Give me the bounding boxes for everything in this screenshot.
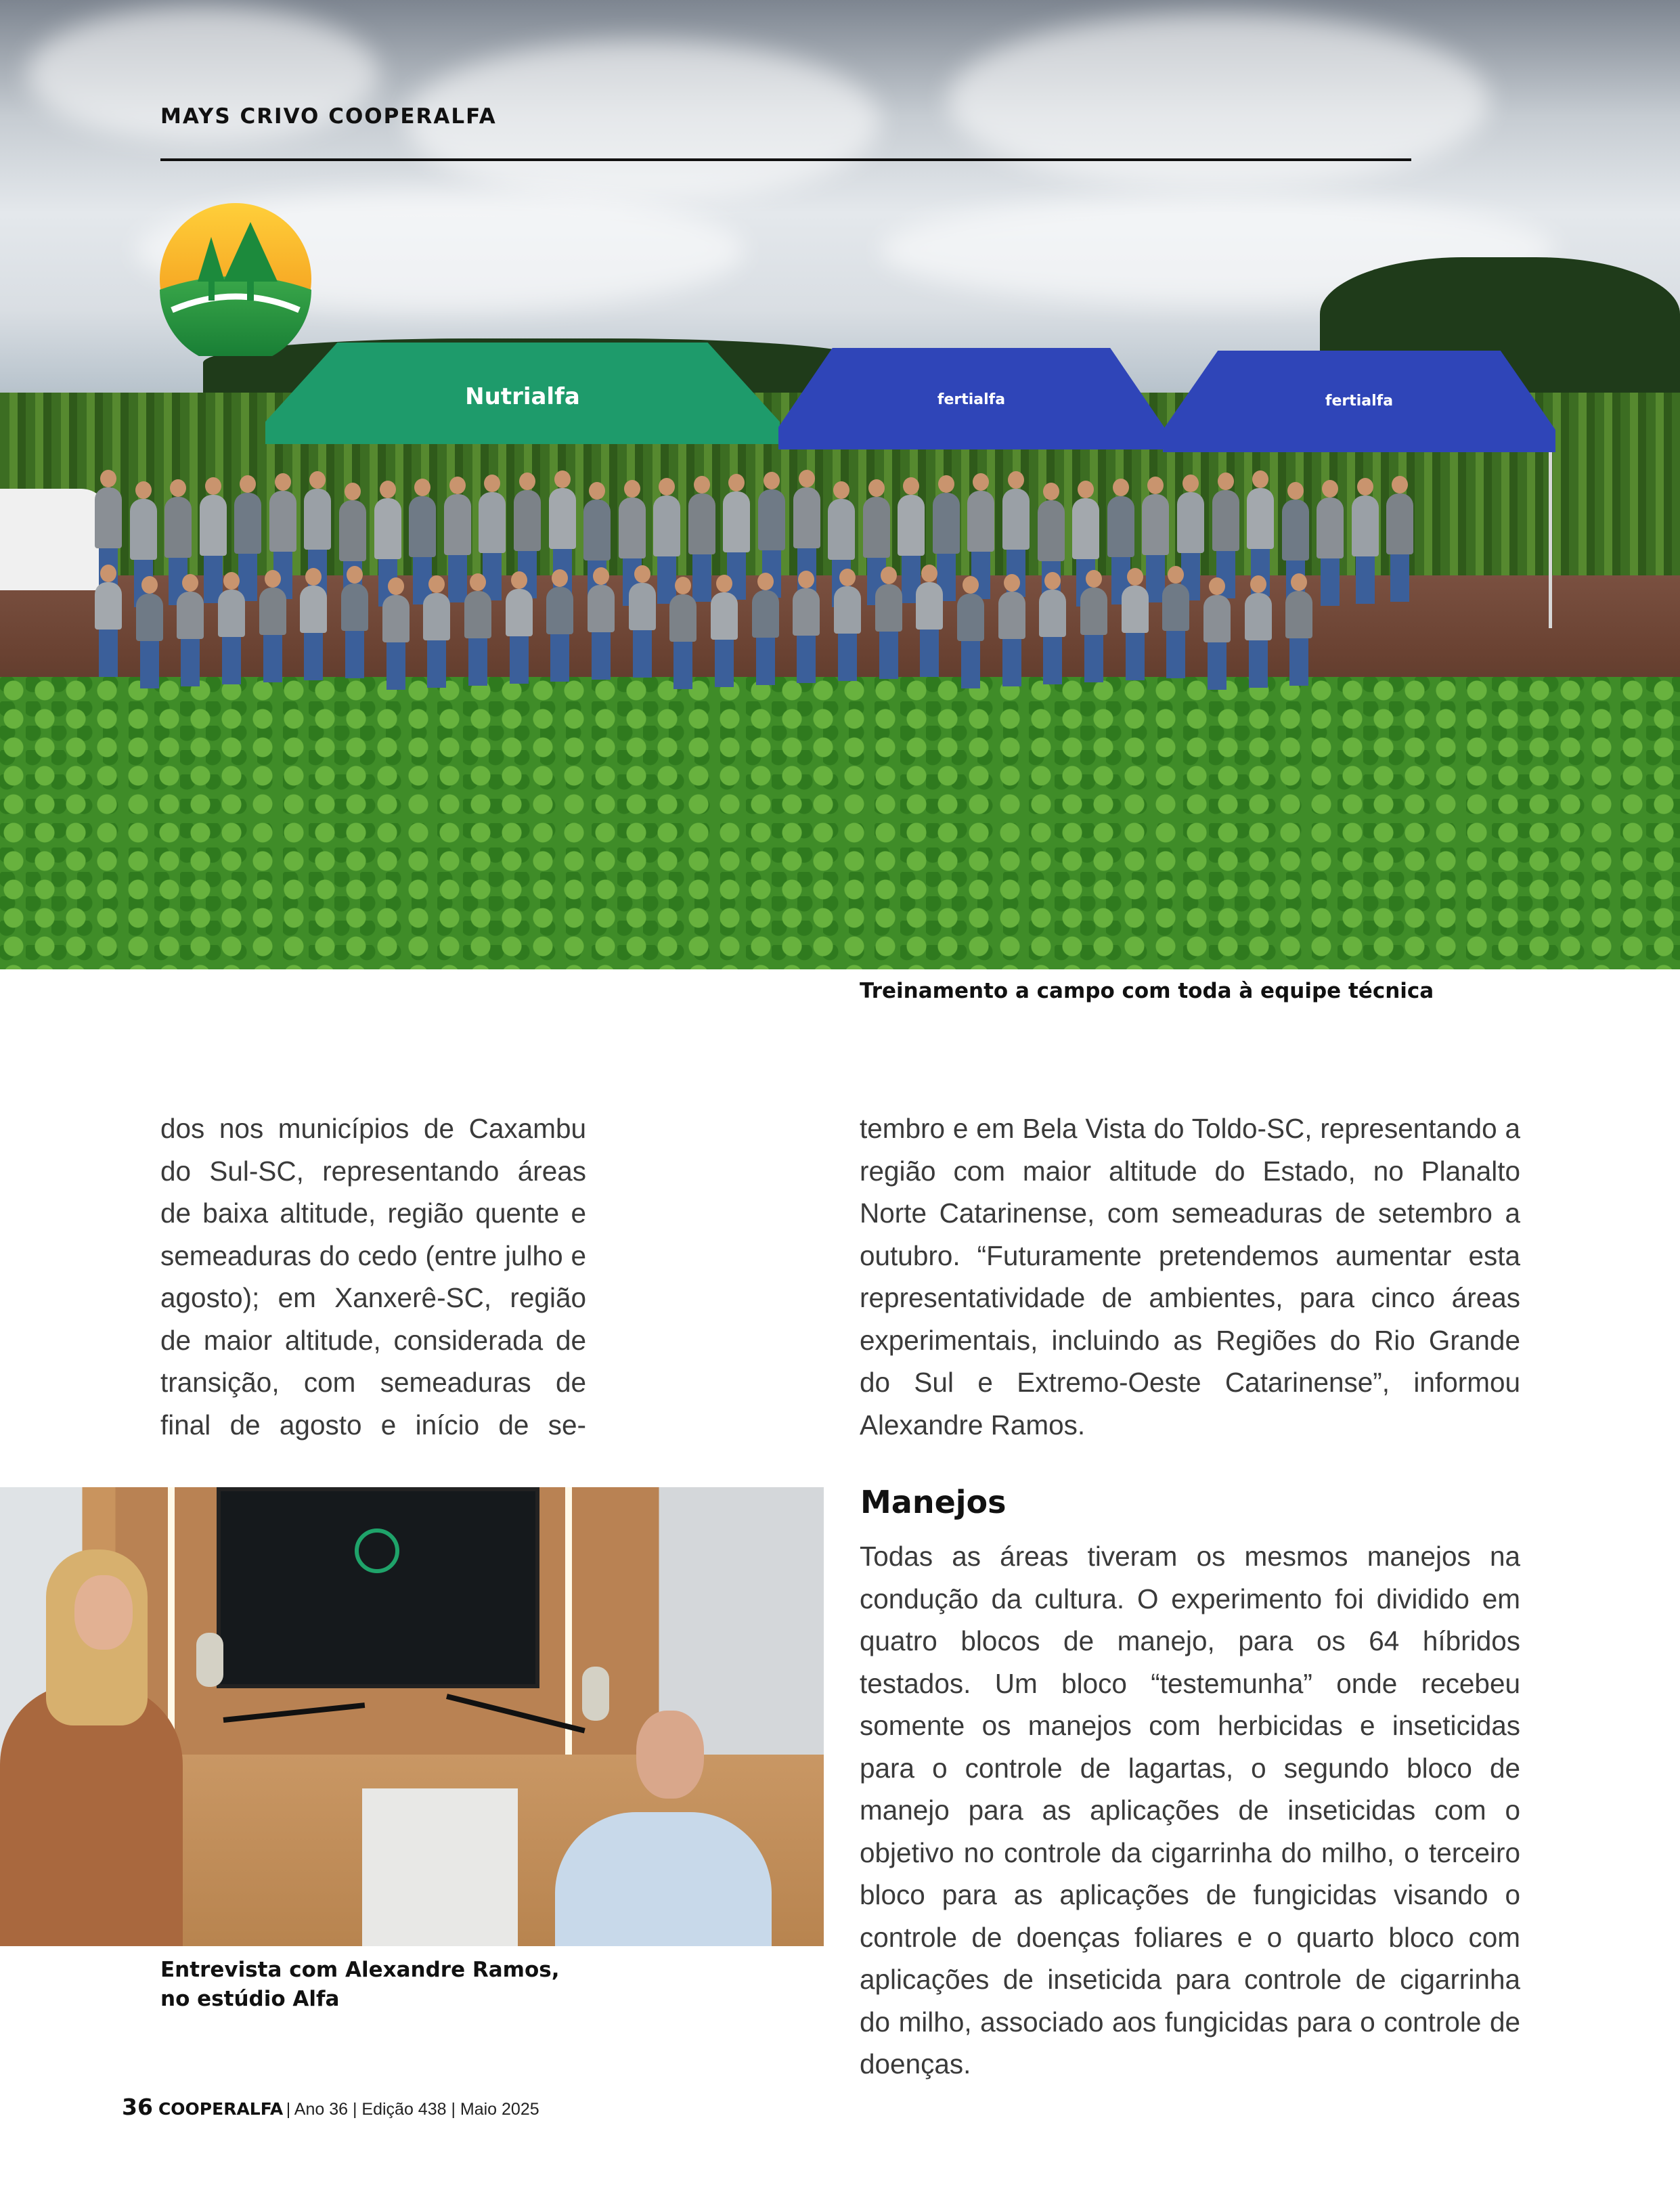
cooperalfa-logo-icon [158,202,313,356]
person [619,498,646,558]
person [793,588,820,636]
alexandre-ramos [555,1812,772,1946]
tent-nutrialfa [265,343,780,444]
hero-photo [0,0,1680,969]
person [1203,595,1231,642]
person [95,582,122,630]
person [130,499,157,560]
tent-label: Nutrialfa [465,383,580,410]
person [1317,498,1344,558]
person [723,491,750,552]
studio-caption-line1: Entrevista com Alexandre Ramos, [160,1958,560,1982]
person [464,591,491,638]
person [1122,586,1149,633]
person [269,491,296,552]
person [200,495,227,556]
person [1285,591,1312,638]
issue-info: | Ano 36 | Edição 438 | Maio 2025 [286,2100,539,2119]
person [136,594,163,641]
person [218,590,245,637]
person [916,582,943,630]
tv-screen [217,1487,539,1688]
person [688,493,715,554]
person [1352,496,1379,556]
person [506,589,533,636]
microphone-icon [582,1667,609,1721]
section-label: MAYS CRIVO COOPERALFA [160,104,497,129]
microphone-icon [196,1633,223,1687]
person [1386,493,1413,554]
person [549,488,576,549]
person [1245,593,1272,640]
person [259,588,286,635]
person [957,594,984,641]
person [1072,498,1099,559]
person [1212,490,1239,551]
studio-photo [0,1487,824,1946]
person [583,500,611,560]
person [629,583,656,630]
person [1247,488,1274,549]
page-number: 36 [122,2094,153,2120]
magazine-name: COOPERALFA [158,2099,284,2119]
person [1038,500,1065,561]
person [374,498,401,559]
person [444,494,471,555]
person [752,590,779,638]
person [382,595,410,642]
person [177,592,204,639]
studio-caption-line2: no estúdio Alfa [160,1987,340,2011]
person [514,490,541,551]
hero-photo-caption: Treinamento a campo com toda à equipe técnica [860,979,1434,1003]
person [304,489,331,550]
studio-photo-caption [160,1956,560,2014]
person [898,495,925,556]
person [653,496,680,556]
person [546,587,573,634]
person [998,592,1025,639]
person [339,500,366,561]
person [234,493,261,554]
person [95,487,122,548]
person [967,491,994,552]
person [669,594,697,642]
page-footer [122,2094,539,2120]
tent-fertialfa-2 [1163,351,1555,452]
person [300,586,327,633]
alfa-logo-icon [355,1528,399,1573]
person [933,493,960,554]
person [1107,496,1134,557]
person [479,492,506,553]
person [834,586,861,634]
person [828,499,855,560]
person [1282,500,1309,560]
person [1162,584,1189,631]
article-column-right-bottom: Todas as áreas tiveram os mesmos manejos na condução da cultura. O experimento foi dividido em quatro blocos de manejo, para os 64 híbridos testados. Um bloco “testemunha” onde recebeu somente os manejos com herbicidas e inseticidas para o controle de lagartas, o segundo bloco de manejo para as aplicações de inseticidas com o objetivo no controle da cigarrinha do milho, o terceiro bloco para as aplicações de fungicidas visando o controle de doenças foliares e o quarto bloco com aplicações de inseticida para controle de cigarrinha do milho, associado aos fungicidas para o controle de doenças. [860,1541,1520,2080]
article-column-right-top: tembro e em Bela Vista do Toldo-SC, representando a região com maior altitude do Estado, no Planalto Norte Catarinense, com semeaduras de setembro a outubro. “Futuramente pretendemos aumentar esta representatividade de ambientes, para cinco áreas experimentais, incluindo as Regiões do Rio Grande do Sul e Extremo-Oeste Catarinense”, informou Alexandre Ramos. [860,1113,1520,1440]
person [758,489,785,550]
people-group [81,447,1449,690]
person [341,584,368,631]
person [875,584,902,632]
section-heading: Manejos [860,1484,1007,1520]
person [711,592,738,640]
person [164,497,192,558]
header-rule [160,158,1411,161]
person [793,487,820,548]
person [423,593,450,640]
person [1142,494,1169,555]
person [1177,492,1204,553]
person [409,496,436,557]
person [863,497,890,558]
tent-label: fertialfa [1325,393,1394,410]
person [1039,590,1066,637]
tent-label: fertialfa [937,391,1006,408]
article-column-left: dos nos municípios de Caxambu do Sul-SC, representando áreas de baixa altitude, região quente e semeaduras do cedo (entre julho e agosto); em Xanxerê-SC, região de maior altitude, considerada de transição, com semeaduras de final de agosto e início de se- [160,1113,586,1440]
person [1002,489,1030,550]
tent-fertialfa-1 [778,348,1164,449]
person [588,585,615,632]
person [1080,588,1107,635]
